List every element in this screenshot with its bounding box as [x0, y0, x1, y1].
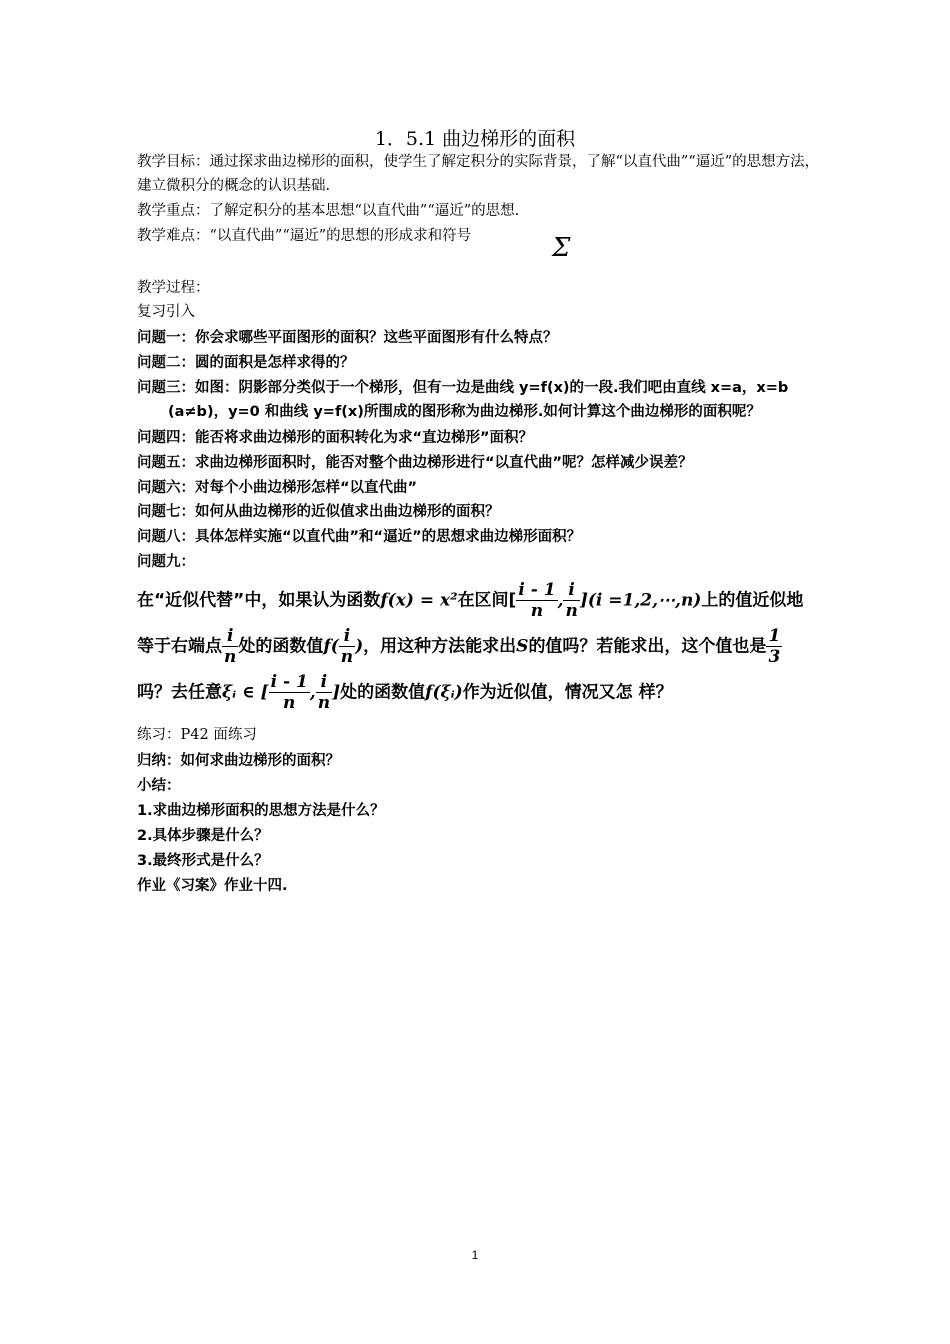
fraction: [516, 580, 557, 621]
exercise: 练习：P42 面练习: [137, 727, 257, 743]
fraction-denominator: 3: [768, 647, 781, 667]
fraction-denominator: n: [317, 693, 331, 713]
fraction-numerator: 1: [768, 626, 781, 646]
math-text: 的值吗？若能求出，这个值也是: [528, 636, 767, 657]
math-text: 处的函数值: [238, 636, 324, 657]
math-text: ，用这种方法能求出: [363, 636, 517, 657]
question-4: 问题四：能否将求曲边梯形的面积转化为求“直边梯形”面积？: [137, 430, 534, 446]
math-text: 处的函数值: [340, 682, 426, 703]
fraction-denominator: n: [224, 647, 237, 667]
question-5: 问题五：求曲边梯形面积时，能否对整个曲边梯形进行“以直代曲”呢？怎样减少误差？: [137, 455, 693, 471]
fraction-numerator: i: [316, 672, 332, 693]
fraction-denominator: n: [283, 693, 296, 713]
bracket-close: ]: [332, 682, 341, 703]
math-text: 等于右端点: [137, 636, 222, 657]
fraction-numerator: i: [563, 580, 579, 601]
math-text: 在区间[: [457, 590, 517, 611]
math-text: 吗？去任意: [137, 682, 222, 703]
math-comma: ,: [557, 590, 564, 611]
function-close: ): [355, 636, 364, 657]
teaching-process-label: 教学过程：: [137, 280, 210, 296]
fraction-numerator: i - 1: [270, 672, 308, 692]
conclusion-item-2: 2.具体步骤是什么？: [137, 828, 269, 844]
math-line-2: [137, 626, 782, 667]
teaching-difficulty: 教学难点：“以直代曲”“逼近”的思想的形成求和符号: [137, 228, 472, 244]
fraction-denominator: n: [340, 647, 354, 667]
index-range: ](i =1,2,⋯,n): [579, 590, 702, 611]
fraction-numerator: i: [222, 626, 238, 647]
question-6: 问题六：对每个小曲边梯形怎样“以直代曲”: [137, 480, 418, 496]
question-3-line-2: (a≠b)，y=0 和曲线 y=f(x)所围成的图形称为曲边梯形.如何计算这个曲边梯形的面积呢？: [168, 404, 761, 420]
variable-s: S: [516, 636, 529, 657]
fraction-numerator: i: [339, 626, 355, 647]
page-title: 1．5.1 曲边梯形的面积: [374, 128, 576, 150]
summary-question: 归纳：如何求曲边梯形的面积？: [137, 753, 340, 769]
question-3-line-1: 问题三：如图：阴影部分类似于一个梯形，但有一边是曲线 y=f(x)的一段.我们吧由直线 x=a，x=b: [137, 380, 789, 396]
xi-membership: ξᵢ ∈ [: [222, 682, 269, 703]
math-text: 作为近似值，情况又怎 样？: [462, 682, 673, 703]
function-expression: f(x) = x²: [380, 590, 458, 611]
math-text: 在“近似代替”中，如果认为函数: [137, 590, 381, 611]
question-1: 问题一：你会求哪些平面图形的面积？这些平面图形有什么特点？: [137, 330, 558, 346]
math-line-3: [137, 672, 673, 713]
question-8: 问题八：具体怎样实施“以直代曲”和“逼近”的思想求曲边梯形面积？: [137, 529, 582, 545]
review-label: 复习引入: [137, 304, 195, 320]
math-line-1: [137, 580, 803, 621]
fraction-denominator: n: [565, 601, 578, 621]
question-9: 问题九：: [137, 554, 195, 570]
function-of-xi: f(ξᵢ): [425, 682, 463, 703]
math-text: 上的值近似地: [701, 590, 804, 611]
fraction-denominator: n: [530, 601, 544, 621]
conclusion-item-1: 1.求曲边梯形面积的思想方法是什么？: [137, 803, 385, 819]
fraction: [339, 626, 355, 667]
fraction: [222, 626, 238, 667]
fraction: [316, 672, 332, 713]
function-open: f(: [323, 636, 339, 657]
fraction: [269, 672, 310, 713]
homework: 作业《习案》作业十四.: [137, 878, 288, 894]
conclusion-item-3: 3.最终形式是什么？: [137, 853, 269, 869]
question-7: 问题七：如何从曲边梯形的近似值求出曲边梯形的面积？: [137, 504, 500, 520]
sigma-symbol: Σ: [552, 233, 571, 263]
fraction-numerator: i - 1: [518, 580, 556, 600]
conclusion-label: 小结：: [137, 778, 181, 794]
question-2: 问题二：圆的面积是怎样求得的？: [137, 355, 355, 371]
math-comma: ,: [309, 682, 316, 703]
teaching-goal: 教学目标：通过探求曲边梯形的面积，使学生了解定积分的实际背景，了解“以直代曲”“逼近”的思想方法，建立微积分的概念的认识基础.: [137, 154, 820, 194]
fraction: [563, 580, 579, 621]
fraction: [766, 626, 782, 667]
page-number: 1: [471, 1248, 479, 1262]
teaching-key-point: 教学重点：了解定积分的基本思想“以直代曲”“逼近”的思想.: [137, 203, 520, 219]
